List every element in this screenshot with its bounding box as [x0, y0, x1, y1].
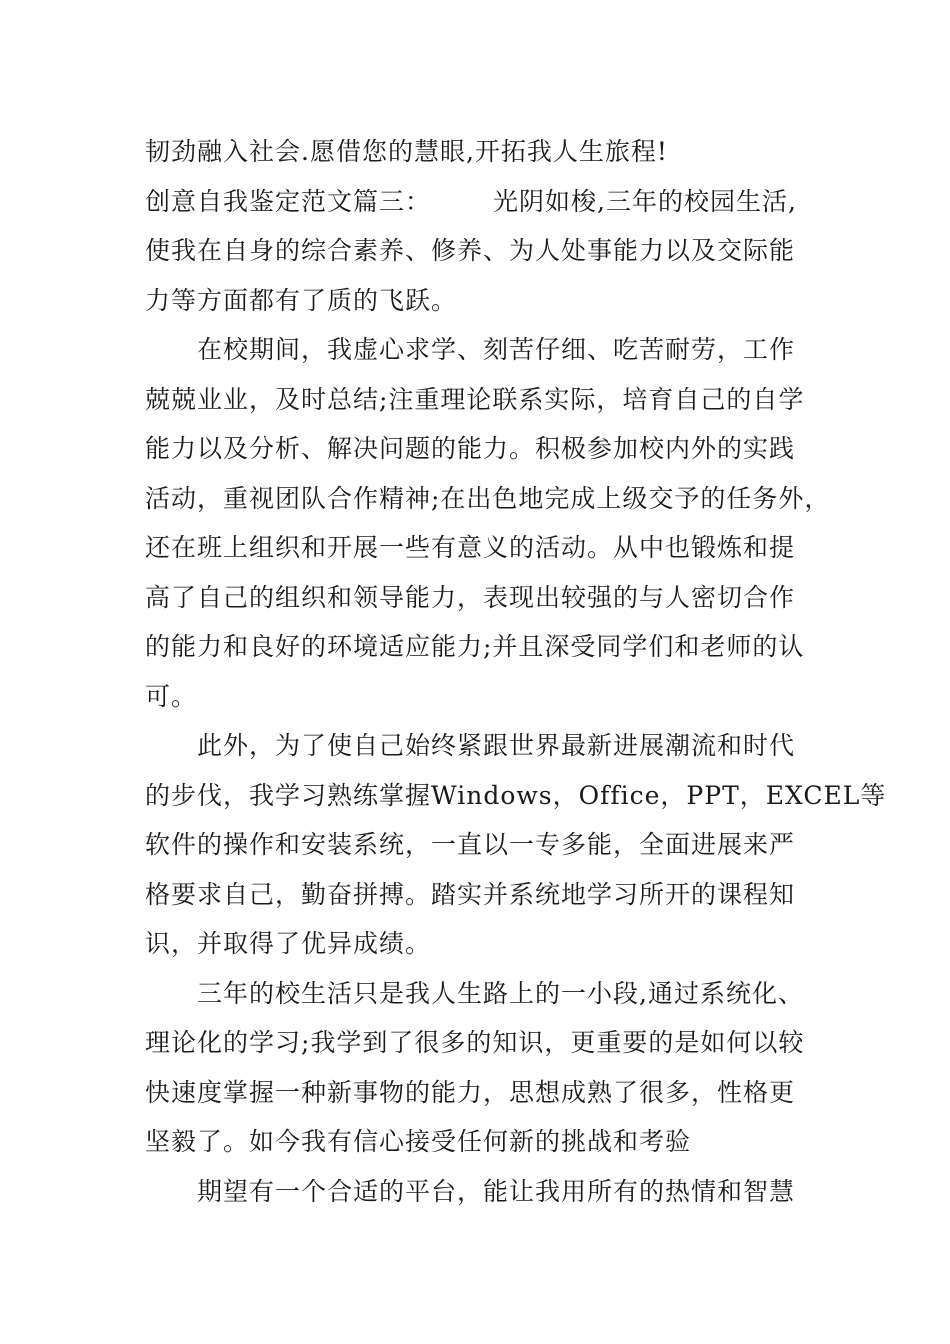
text-line: 在校期间，我虚心求学、刻苦仔细、吃苦耐劳，工作 [197, 335, 796, 364]
text-line [145, 177, 825, 227]
text-run: 光阴如梭,三年的校园生活, [493, 186, 797, 216]
text-line: 的步伐，我学习熟练掌握Windows，Office，PPT，EXCEL等 [145, 780, 887, 810]
text-line: 此外，为了使自己始终紧跟世界最新进展潮流和时代 [197, 731, 796, 760]
text-line: 还在班上组织和开展一些有意义的活动。从中也锻炼和提 [145, 533, 796, 562]
text-line: 坚毅了。如今我有信心接受任何新的挑战和考验 [145, 1127, 692, 1156]
text-line: 快速度掌握一种新事物的能力，思想成熟了很多，性格更 [145, 1077, 796, 1107]
text-line: 活动，重视团队合作精神;在出色地完成上级交予的任务外， [145, 483, 831, 513]
text-line: 软件的操作和安装系统，一直以一专多能，全面进展来严 [145, 830, 796, 859]
document-body [145, 127, 887, 1216]
text-line: 高了自己的组织和领导能力，表现出较强的与人密切合作 [145, 582, 796, 612]
text-line: 期望有一个合适的平台，能让我用所有的热情和智慧 [197, 1176, 796, 1206]
text-line: 兢兢业业，及时总结;注重理论联系实际，培育自己的自学 [145, 384, 805, 414]
text-line: 韧劲融入社会.愿借您的慧眼,开拓我人生旅程! [145, 137, 668, 166]
text-line: 使我在自身的综合素养、修养、为人处事能力以及交际能 [145, 236, 796, 265]
text-line: 力等方面都有了质的飞跃。 [145, 285, 458, 315]
text-line: 理论化的学习;我学到了很多的知识，更重要的是如何以较 [145, 1028, 805, 1057]
text-line: 识，并取得了优异成绩。 [145, 929, 432, 958]
text-line: 可。 [145, 681, 198, 711]
text-line: 的能力和良好的环境适应能力;并且深受同学们和老师的认 [145, 632, 805, 661]
text-line: 能力以及分析、解决问题的能力。积极参加校内外的实践 [145, 434, 796, 463]
text-line: 格要求自己，勤奋拼搏。踏实并系统地学习所开的课程知 [145, 879, 796, 909]
text-line: 三年的校生活只是我人生路上的一小段,通过系统化、 [197, 978, 804, 1008]
section-heading: 创意自我鉴定范文篇三： [145, 186, 432, 216]
